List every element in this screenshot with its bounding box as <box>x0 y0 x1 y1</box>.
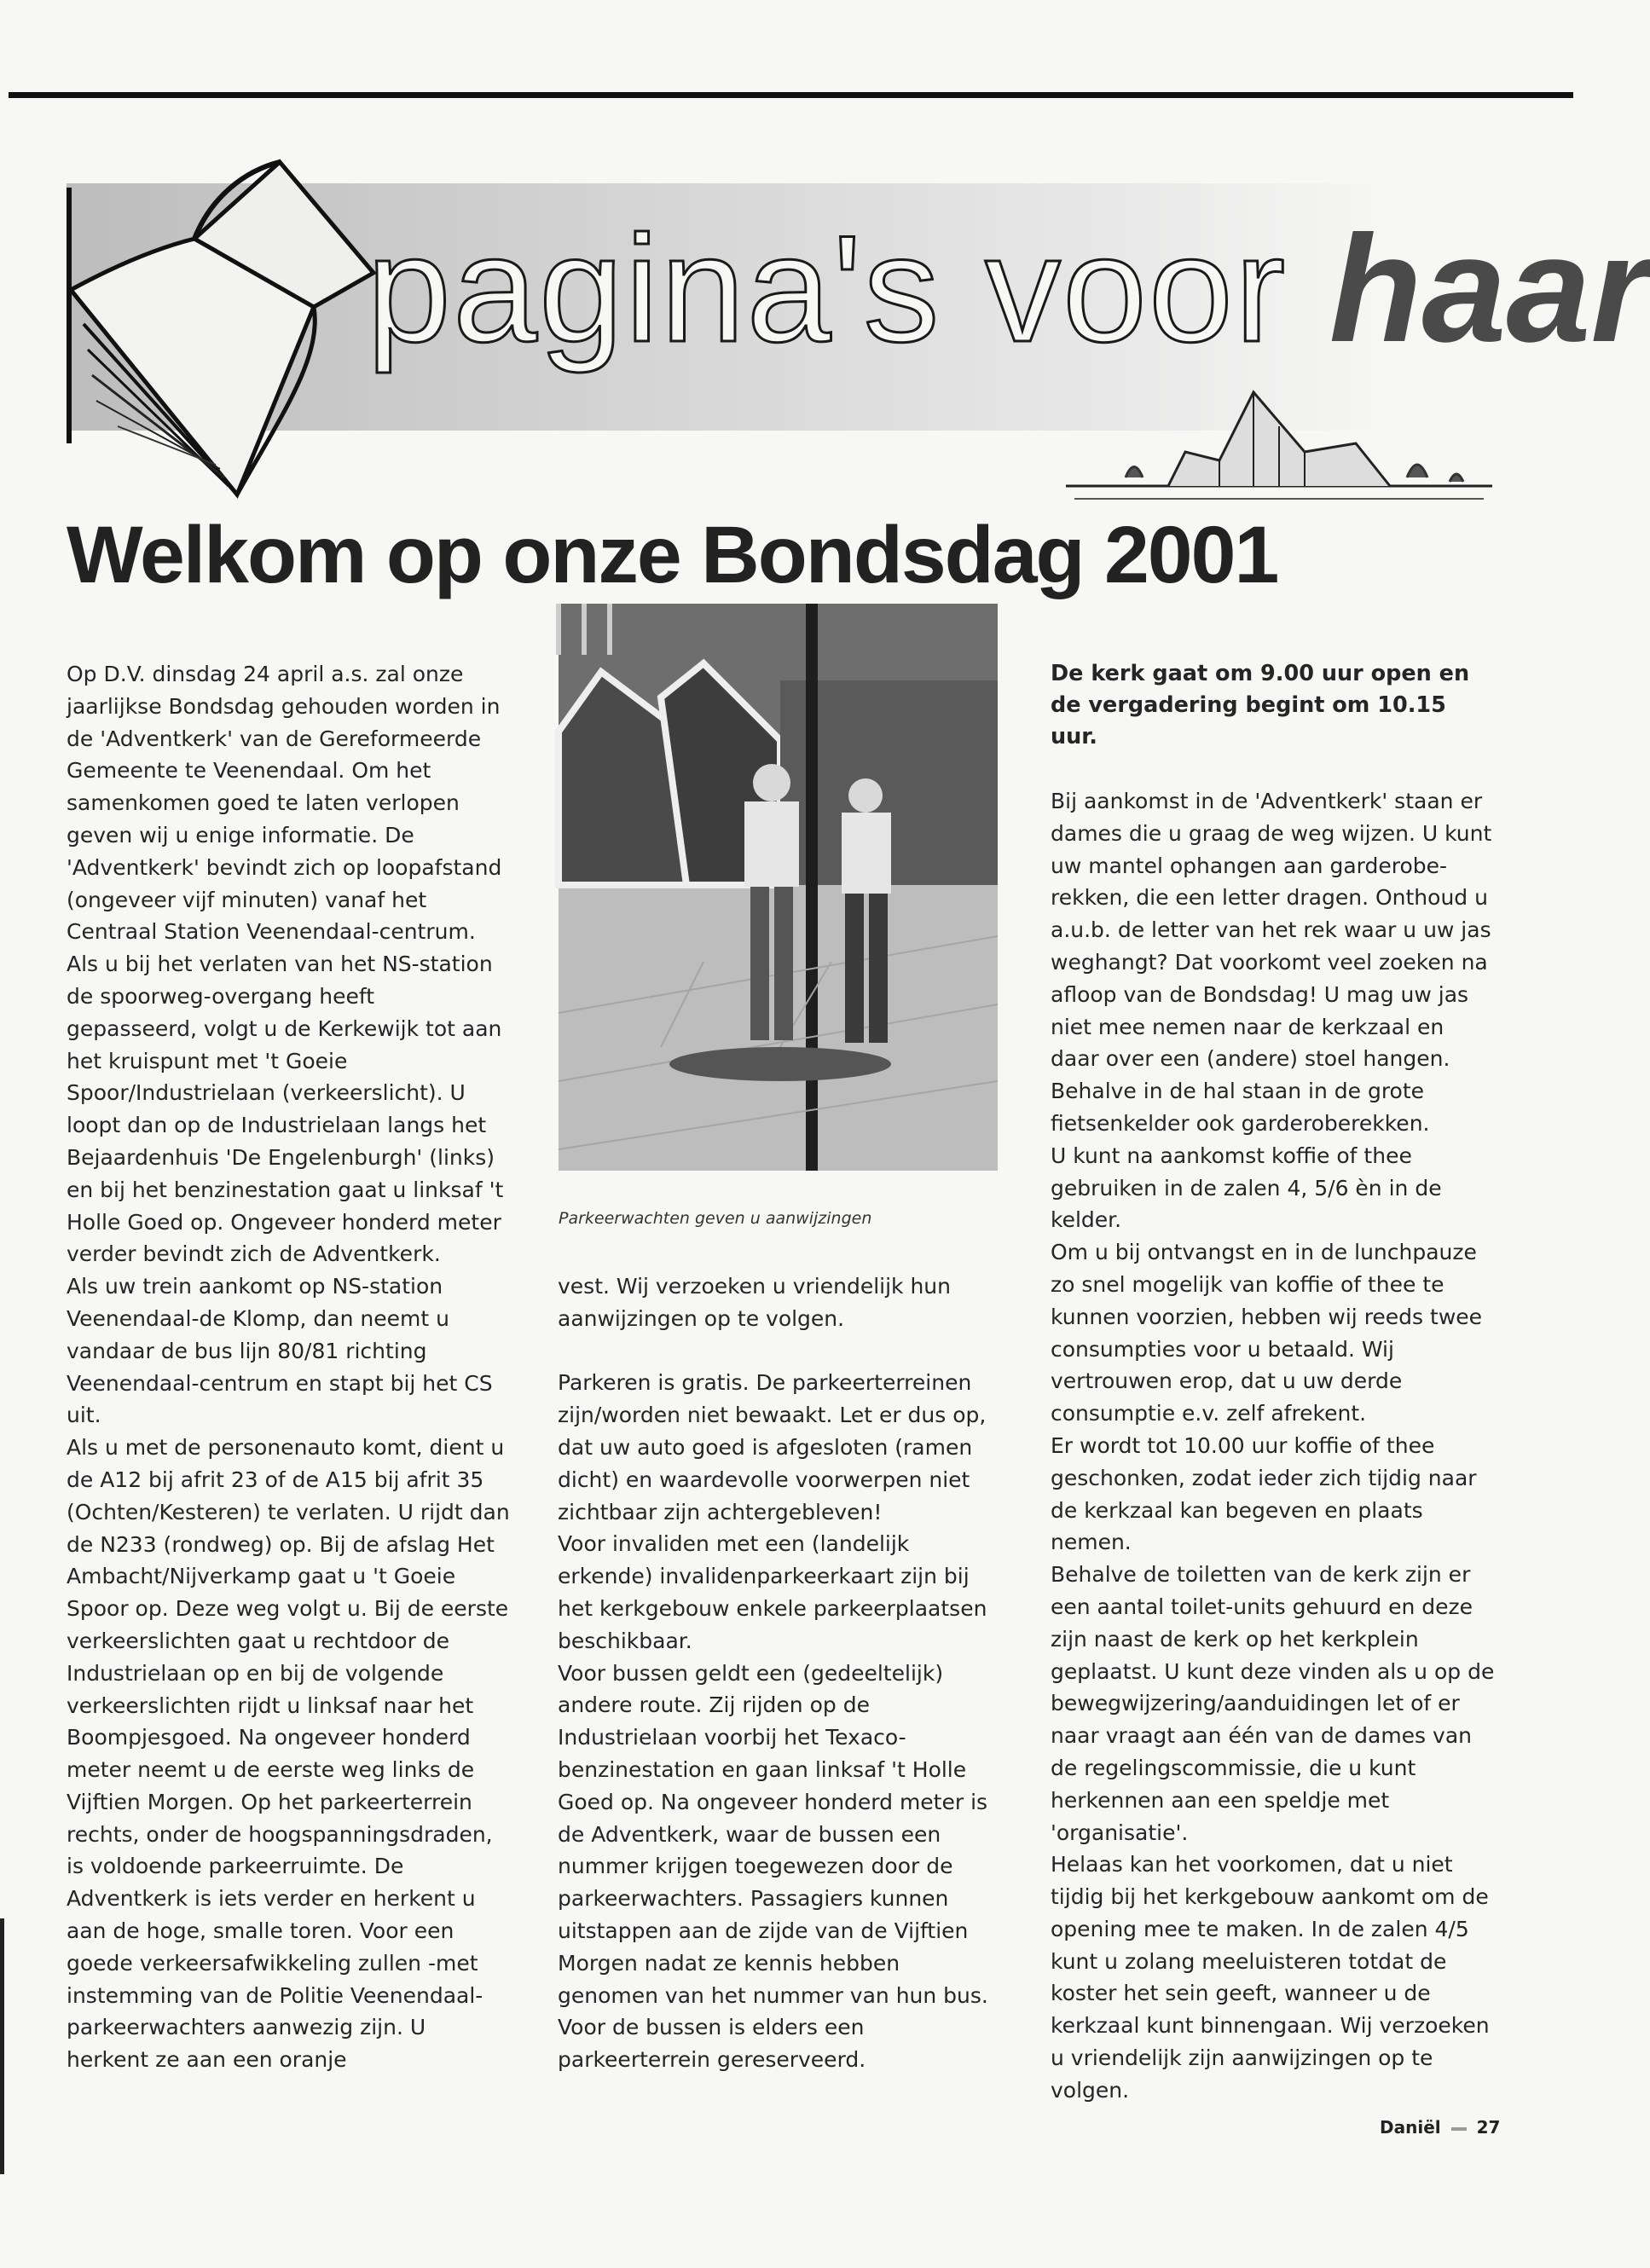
top-rule <box>9 92 1573 98</box>
left-column <box>67 658 510 2076</box>
paragraph: Voor bussen geldt een (gedeeltelijk) andere route. Zij rijden op de Industrielaan voorbij het Texaco-benzinestation en gaan linksaf 't Holle Goed op. Na ongeveer honderd meter is de Adventkerk, waar de bussen een nummer krijgen toegewezen door de parkeerwachters. Passagiers kunnen uitstappen aan de zijde van de Vijftien Morgen nadat ze kennis hebben genomen van het nummer van hun bus. Voor de bussen is elders een parkeerterrein gereserveerd. <box>558 1660 988 2073</box>
paragraph: Bij aankomst in de 'Adventkerk' staan er dames die u graag de weg wijzen. U kunt uw mantel ophangen aan garderobe-rekken, die een letter dragen. Onthoud u a.u.b. de letter van het rek waar u uw jas weghangt? Dat voorkomt veel zoeken na afloop van de Bondsdag! U mag uw jas niet mee nemen naar de kerkzaal en daar over een (andere) stoel hangen. <box>1051 789 1492 1072</box>
paragraph: vest. Wij verzoeken u vriendelijk hun aanwijzingen op te volgen. <box>558 1274 951 1331</box>
banner-light-text: pagina's voor <box>367 204 1288 373</box>
banner-bold-text: haar <box>1329 204 1650 373</box>
church-sketch-icon <box>1049 358 1509 520</box>
magazine-name: Daniël <box>1380 2117 1441 2138</box>
paragraph: Behalve in de hal staan in de grote fietsenkelder ook garderoberekken. <box>1051 1079 1430 1136</box>
lead-paragraph: De kerk gaat om 9.00 uur open en de vergadering begint om 10.15 uur. <box>1051 661 1470 749</box>
footer-separator <box>1451 2127 1467 2131</box>
paragraph: Voor invaliden met een (landelijk erkende) invalidenparkeerkaart zijn bij het kerkgebouw enkele parkeerplaatsen beschikbaar. <box>558 1531 987 1653</box>
paragraph: U kunt na aankomst koffie of thee gebruiken in de zalen 4, 5/6 èn in de kelder. <box>1051 1143 1442 1233</box>
right-column <box>1051 658 1498 2107</box>
paragraph: Als u met de personenauto komt, dient u de A12 bij afrit 23 of de A15 bij afrit 35 (Ochten/Kesteren) te verlaten. U rijdt dan de N233 (rondweg) op. Bij de afslag Het Ambacht/Nijverkamp gaat u 't Goeie Spoor op. Deze weg volgt u. Bij de eerste verkeerslichten gaat u rechtdoor de Industrielaan op en bij de volgende verkeerslichten rijdt u linksaf naar het Boompjesgoed. Na ongeveer honderd meter neemt u de eerste weg links de Vijftien Morgen. Op het parkeerterrein rechts, onder de hoogspanningsdraden, is voldoende parkeerruimte. De Adventkerk is iets verder en herkent u aan de hoge, smalle toren. Voor een goede verkeersafwikkeling zullen -met instemming van de Politie Veenendaal- parkeerwachters aanwezig zijn. U herkent ze aan een oranje <box>67 1435 510 2073</box>
middle-column <box>558 1270 1001 2076</box>
paragraph: Parkeren is gratis. De parkeerterreinen zijn/worden niet bewaakt. Let er dus op, dat uw auto goed is afgesloten (ramen dicht) en waardevolle voorwerpen niet zichtbaar zijn achtergebleven! <box>558 1370 987 1525</box>
paragraph: Helaas kan het voorkomen, dat u niet tijdig bij het kerkgebouw aankomt om de opening mee te maken. In de zalen 4/5 kunt u zolang meeluisteren totdat de koster het sein geeft, wanneer u de kerkzaal kunt binnengaan. Wij verzoeken u vriendelijk zijn aanwijzingen op te volgen. <box>1051 1852 1490 2103</box>
paragraph: Als uw trein aankomt op NS-station Veenendaal-de Klomp, dan neemt u vandaar de bus lijn 80/81 richting Veenendaal-centrum en stapt bij het CS uit. <box>67 1274 493 1428</box>
photo-caption: Parkeerwachten geven u aanwijzingen <box>559 1209 872 1228</box>
page-footer <box>1380 2117 1500 2138</box>
paragraph: Behalve de toiletten van de kerk zijn er een aantal toilet-units gehuurd en deze zijn naast de kerk op het kerkplein geplaatst. U kunt deze vinden als u op de bewegwijzering/aanduidingen let of er naar vraagt aan één van de dames van de regelingscommissie, die u kunt herkennen aan een speldje met 'organisatie'. <box>1051 1562 1495 1845</box>
paragraph: Op D.V. dinsdag 24 april a.s. zal onze jaarlijkse Bondsdag gehouden worden in de 'Adventkerk' van de Gereformeerde Gemeente te Veenendaal. Om het samenkomen goed te laten verlopen geven wij u enige informatie. De 'Adventkerk' bevindt zich op loopafstand (ongeveer vijf minuten) vanaf het Centraal Station Veenendaal-centrum. Als u bij het verlaten van het NS-station de spoorweg-overgang heeft gepasseerd, volgt u de Kerkewijk tot aan het kruispunt met 't Goeie Spoor/Industrielaan (verkeerslicht). U loopt dan op de Industrielaan langs het Bejaardenhuis 'De Engelenburgh' (links) en bij het benzinestation gaat u linksaf 't Holle Goed op. Ongeveer honderd meter verder bevindt zich de Adventkerk. <box>67 662 504 1267</box>
parking-attendants-photo <box>559 604 998 1171</box>
paragraph: Om u bij ontvangst en in de lunchpauze zo snel mogelijk van koffie of thee te kunnen voorzien, hebben wij reeds twee consumpties voor u betaald. Wij vertrouwen erop, dat u uw derde consumptie e.v. zelf afrekent. <box>1051 1240 1483 1426</box>
left-margin-rule <box>0 1918 4 2174</box>
headline: Welkom op onze Bondsdag 2001 <box>67 510 1278 600</box>
paragraph: Er wordt tot 10.00 uur koffie of thee geschonken, zodat ieder zich tijdig naar de kerkzaal kan begeven en plaats nemen. <box>1051 1432 1477 1555</box>
page-number: 27 <box>1476 2117 1501 2138</box>
